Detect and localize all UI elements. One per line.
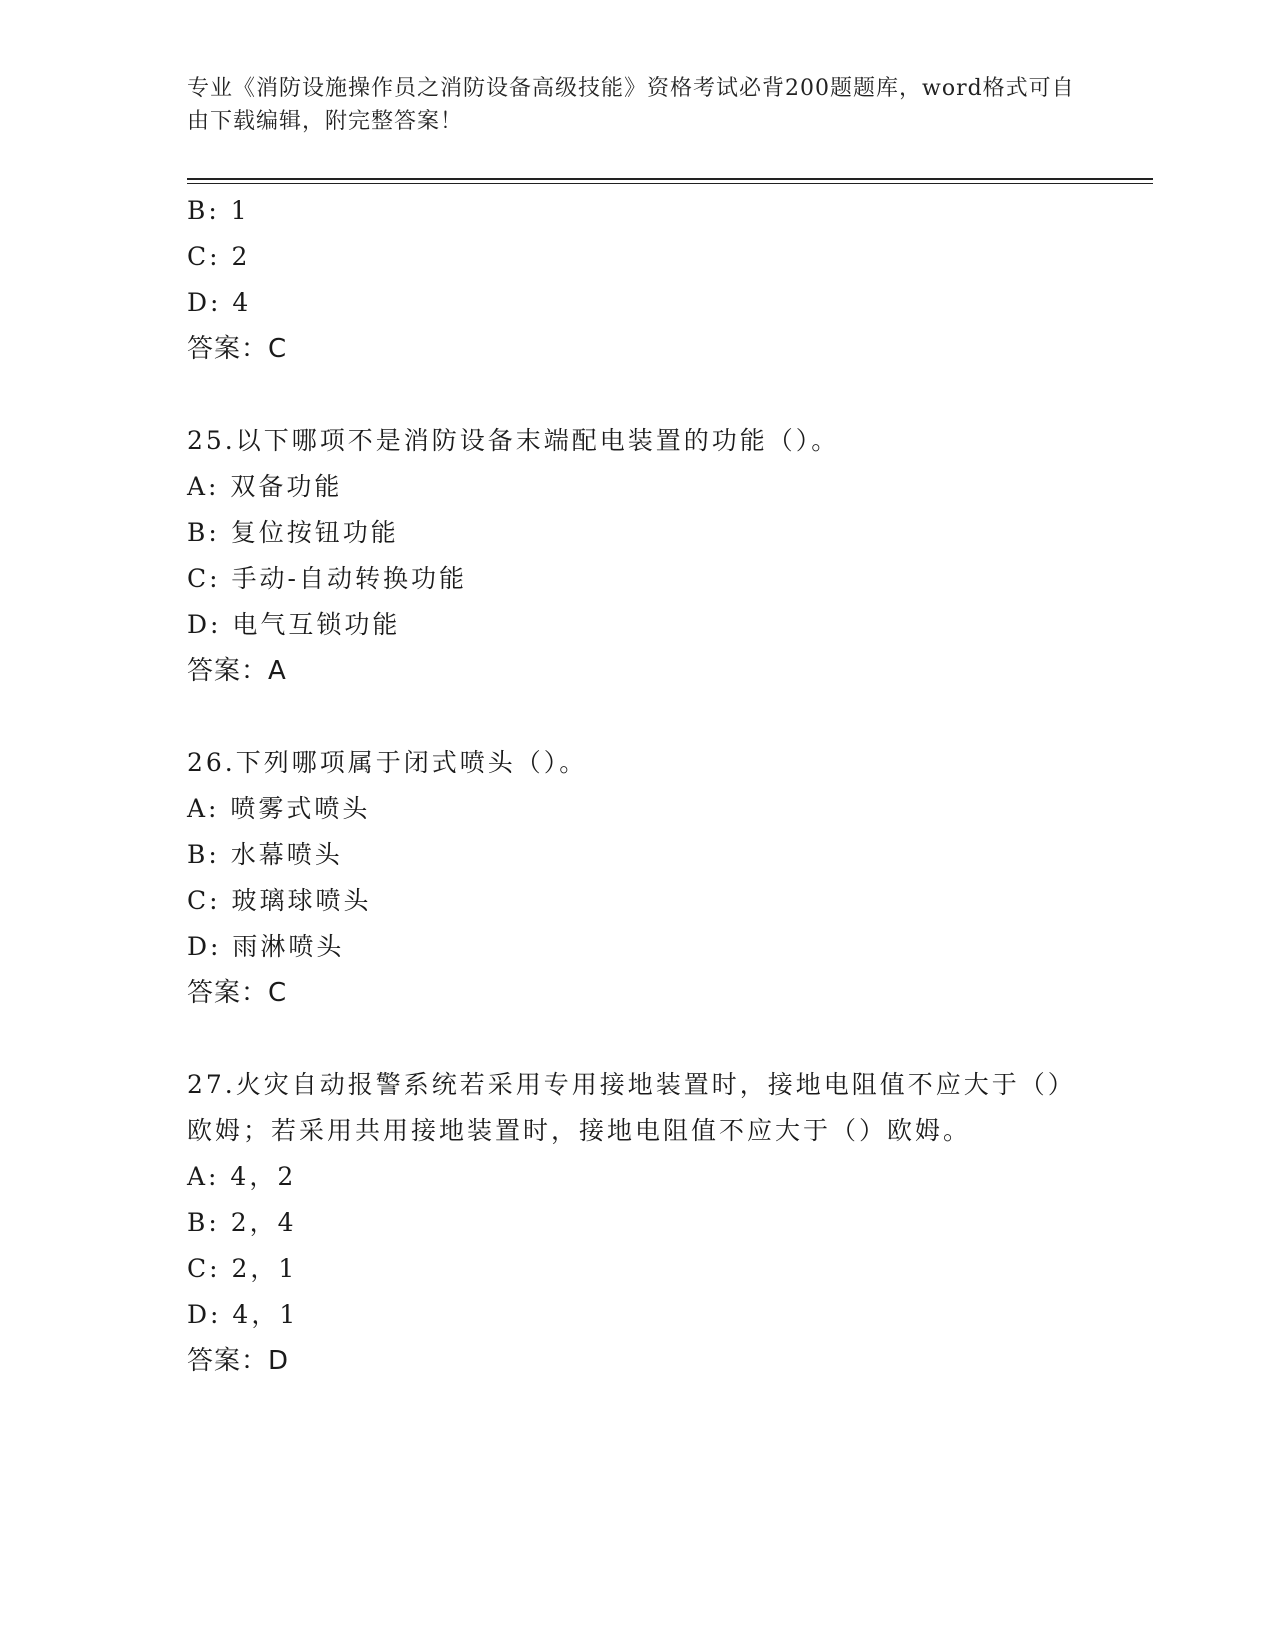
option-a: A: 4，2 (187, 1162, 297, 1191)
header-divider-thin (187, 183, 1153, 184)
document-header: 专业《消防设施操作员之消防设备高级技能》资格考试必背200题题库，word格式可自由下载编辑，附完整答案！ (187, 76, 1075, 134)
option-d: D: 4 (187, 288, 252, 317)
option-c: C: 手动-自动转换功能 (187, 564, 467, 593)
question-text: 25.以下哪项不是消防设备末端配电装置的功能（）。 (187, 426, 840, 455)
option-c: C: 2 (187, 242, 251, 271)
header-divider-thick (187, 178, 1153, 180)
answer-line: 答案：D (187, 1346, 290, 1376)
answer-line: 答案：C (187, 334, 288, 364)
option-a: A: 喷雾式喷头 (187, 794, 371, 823)
option-c: C: 2，1 (187, 1254, 298, 1283)
answer-line: 答案：C (187, 978, 288, 1008)
option-d: D: 4，1 (187, 1300, 299, 1329)
option-b: B: 水幕喷头 (187, 840, 343, 869)
option-d: D: 电气互锁功能 (187, 610, 401, 639)
option-d: D: 雨淋喷头 (187, 932, 345, 961)
question-text: 26.下列哪项属于闭式喷头（）。 (187, 748, 588, 777)
question-text: 27.火灾自动报警系统若采用专用接地装置时，接地电阻值不应大于（）欧姆；若采用共用接地装置时，接地电阻值不应大于（）欧姆。 (187, 1070, 1076, 1145)
option-c: C: 玻璃球喷头 (187, 886, 372, 915)
option-a: A: 双备功能 (187, 472, 343, 501)
question-content (187, 188, 1077, 1384)
option-b: B: 2，4 (187, 1208, 297, 1237)
answer-line: 答案：A (187, 656, 287, 686)
option-b: B: 复位按钮功能 (187, 518, 399, 547)
option-b: B: 1 (187, 196, 250, 225)
